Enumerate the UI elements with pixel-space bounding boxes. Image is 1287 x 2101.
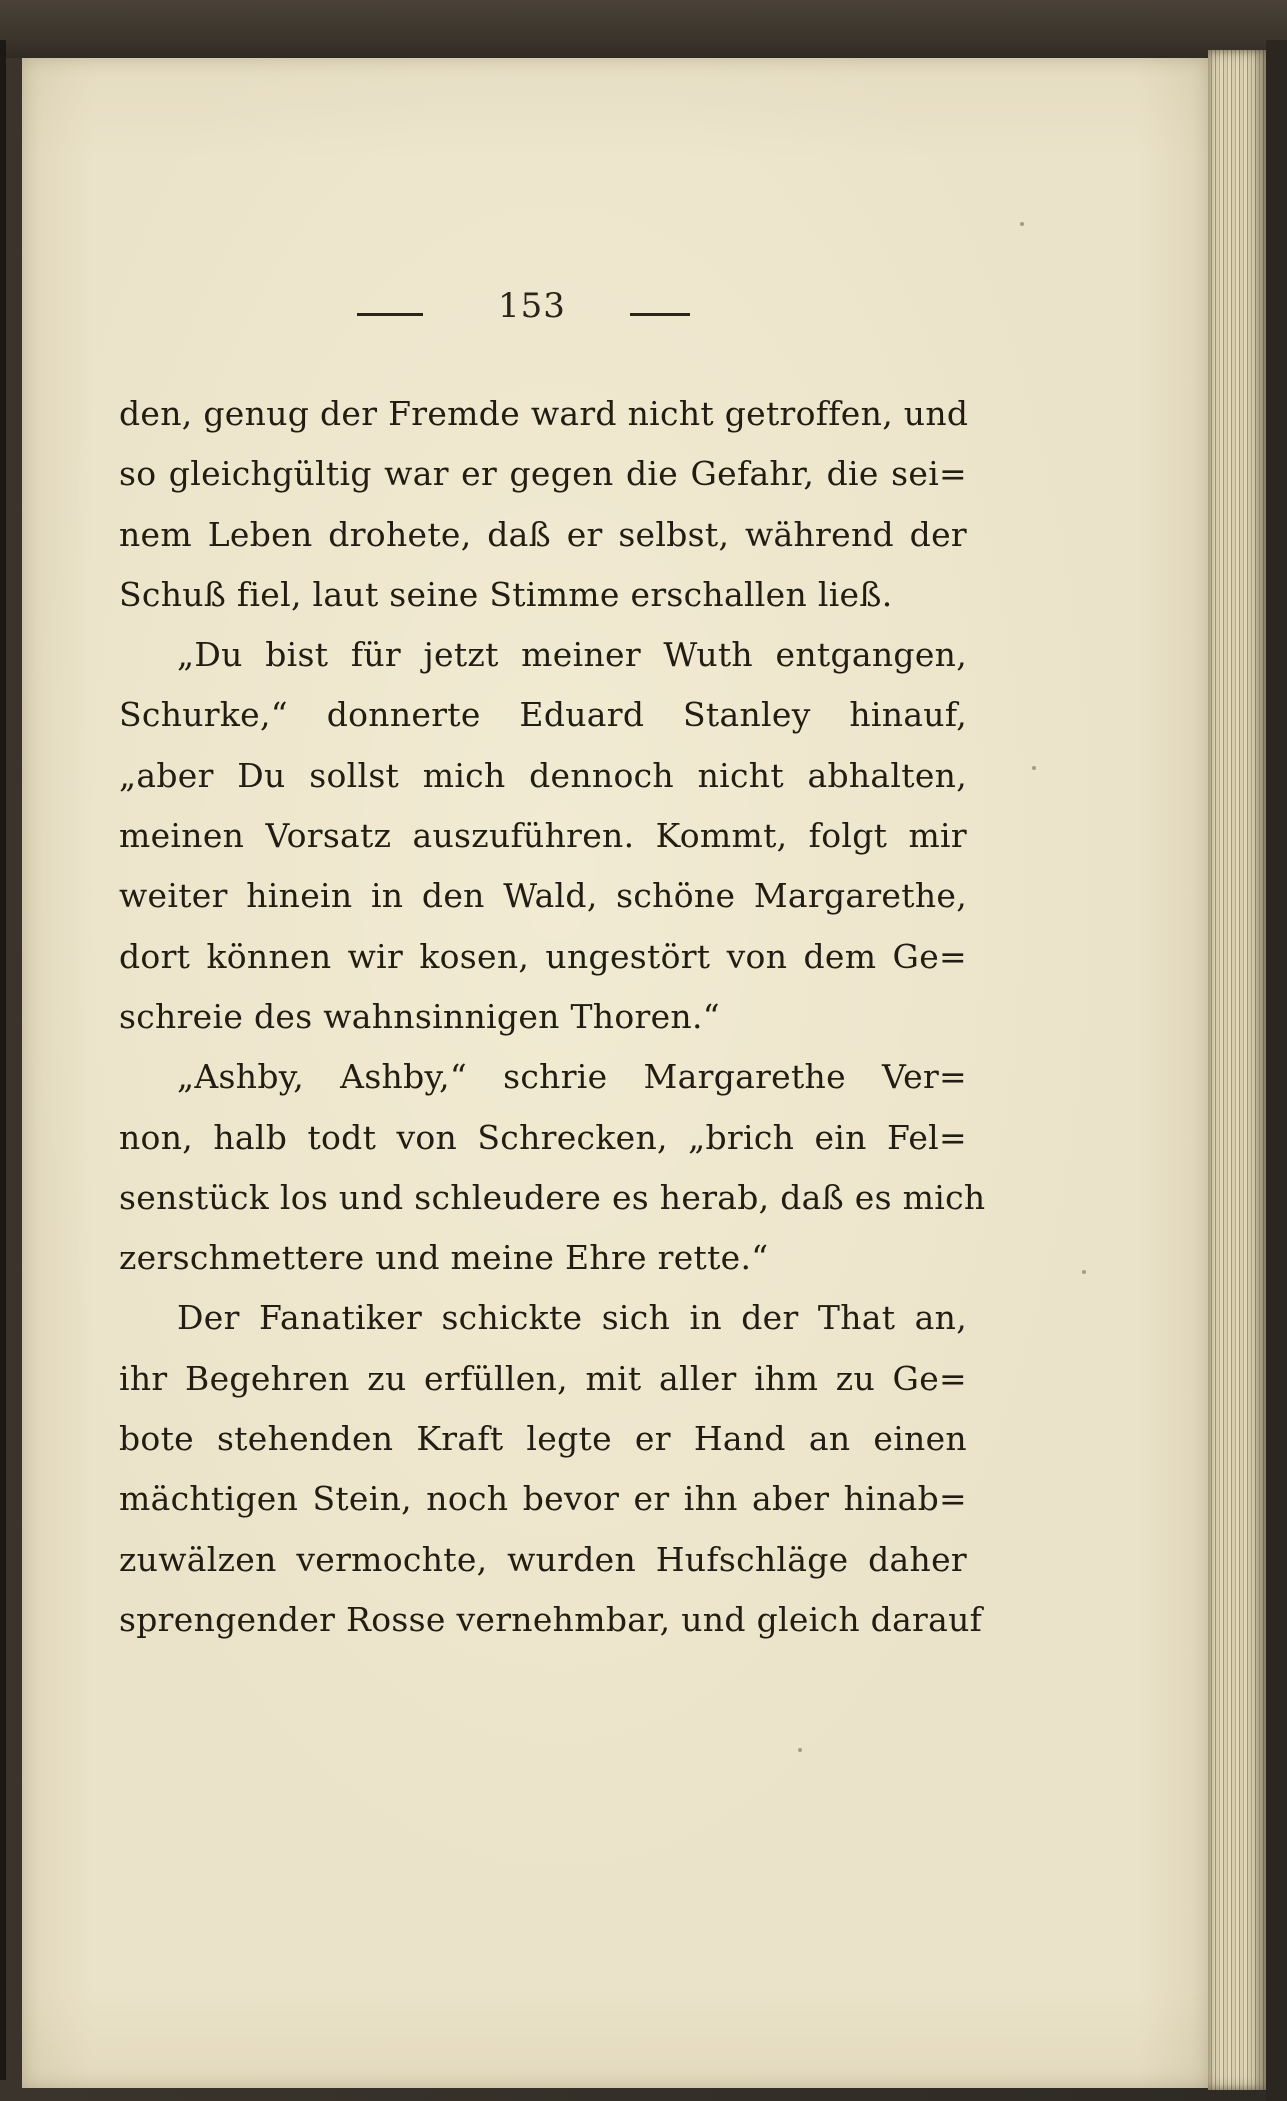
- text-line: ihr Begehren zu erfüllen, mit aller ihm zu Ge=: [119, 1358, 967, 1398]
- text-line: meinen Vorsatz auszuführen. Kommt, folgt mir: [119, 816, 967, 856]
- text-line: Der Fanatiker schickte sich in der That an,: [177, 1298, 967, 1338]
- paper-speck: [1032, 766, 1036, 770]
- page-number: 153: [498, 286, 566, 326]
- header-dash-right: [630, 313, 690, 316]
- book-gutter: [0, 40, 6, 2080]
- book-cover-edge: [1266, 40, 1287, 2101]
- book-top-edge: [0, 0, 1287, 58]
- text-line: Schuß fiel, laut seine Stimme erschallen ließ.: [119, 574, 893, 614]
- page-header: [22, 286, 1210, 346]
- text-line: zerschmettere und meine Ehre rette.“: [119, 1238, 769, 1278]
- header-dash-left: [357, 313, 423, 316]
- text-line: „aber Du sollst mich dennoch nicht abhalten,: [119, 755, 967, 795]
- paper-speck: [798, 1748, 802, 1752]
- text-line: so gleichgültig war er gegen die Gefahr, die sei=: [119, 454, 967, 494]
- paper-speck: [1020, 222, 1024, 226]
- page-edges: [1208, 50, 1270, 2090]
- text-line: non, halb todt von Schrecken, „brich ein Fel=: [119, 1117, 967, 1157]
- book-page: [22, 58, 1210, 2088]
- text-line: „Du bist für jetzt meiner Wuth entgangen,: [177, 635, 967, 675]
- text-line: senstück los und schleudere es herab, daß es mich: [119, 1177, 986, 1217]
- text-line: nem Leben drohete, daß er selbst, während der: [119, 514, 967, 554]
- body-text: [119, 384, 986, 1650]
- text-line: mächtigen Stein, noch bevor er ihn aber hinab=: [119, 1479, 967, 1519]
- text-line: Schurke,“ donnerte Eduard Stanley hinauf,: [119, 695, 967, 735]
- text-line: den, genug der Fremde ward nicht getroffen, und: [119, 394, 969, 433]
- paper-speck: [1082, 1270, 1086, 1274]
- text-line: sprengender Rosse vernehmbar, und gleich darauf: [119, 1599, 983, 1639]
- text-line: bote stehenden Kraft legte er Hand an einen: [119, 1419, 967, 1459]
- text-line: weiter hinein in den Wald, schöne Margarethe,: [119, 876, 967, 916]
- text-line: schreie des wahnsinnigen Thoren.“: [119, 996, 720, 1036]
- text-line: „Ashby, Ashby,“ schrie Margarethe Ver=: [177, 1057, 967, 1097]
- text-line: zuwälzen vermochte, wurden Hufschläge daher: [119, 1539, 967, 1579]
- text-line: dort können wir kosen, ungestört von dem Ge=: [119, 936, 967, 976]
